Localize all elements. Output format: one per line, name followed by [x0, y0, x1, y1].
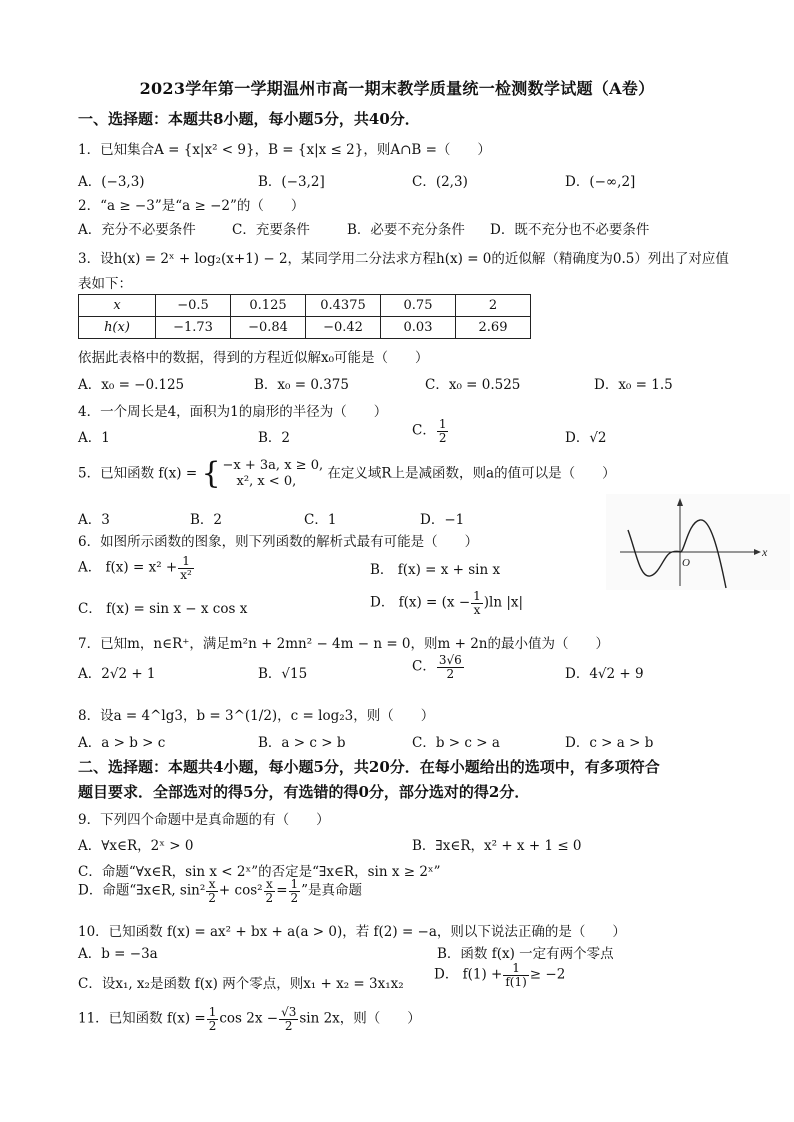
- table-cell: −0.5: [156, 295, 231, 317]
- q10-option-d-suffix: ≥ −2: [529, 966, 566, 983]
- fraction-denominator: 2: [208, 890, 216, 905]
- section-2-heading-line-1: 二、选择题：本题共4小题，每小题5分，共20分．在每小题给出的选项中，有多项符合: [78, 758, 660, 776]
- fraction-numerator: √3: [281, 1005, 297, 1019]
- q9-option-d-prefix: D．命题“∃x∈R, sin²: [78, 882, 206, 899]
- fraction: [207, 1006, 219, 1032]
- question-11-stem: [78, 1006, 421, 1032]
- piecewise-case-1: −x + 3a, x ≥ 0,: [222, 458, 324, 473]
- q10-option-d: [434, 962, 565, 988]
- q3-option-c: C．x₀ = 0.525: [425, 377, 521, 393]
- q9-option-d: [78, 878, 362, 904]
- table-cell: 2.69: [456, 317, 531, 339]
- q7-option-a: A．2√2 + 1: [78, 666, 156, 682]
- q1-option-b: B．(−3,2]: [258, 174, 325, 190]
- q9-option-b: B．∃x∈R，x² + x + 1 ≤ 0: [412, 838, 582, 854]
- fraction-numerator: 1: [473, 589, 481, 603]
- fraction-denominator: x: [473, 602, 481, 617]
- q7-option-d: D．4√2 + 9: [565, 666, 644, 682]
- question-1-stem: 1．已知集合A = {x|x² < 9}，B = {x|x ≤ 2}，则A∩B =（ ）: [78, 142, 491, 158]
- question-9-stem: 9．下列四个命题中是真命题的有（ ）: [78, 812, 330, 828]
- fraction: [437, 654, 464, 680]
- fraction-numerator: 1: [290, 877, 299, 891]
- q5-option-a: A．3: [78, 512, 110, 528]
- q1-option-c: C．(2,3): [412, 174, 468, 190]
- q7-option-c: [412, 654, 465, 680]
- q4-option-c: [412, 418, 449, 444]
- option-label: C．: [412, 422, 436, 439]
- q10-option-a: A．b = −3a: [78, 946, 158, 962]
- q11-stem-prefix: 11．已知函数 f(x) =: [78, 1010, 206, 1027]
- brace-glyph: {: [201, 456, 221, 491]
- q2-option-b: B．必要不充分条件: [347, 222, 465, 238]
- fraction: [206, 878, 218, 904]
- q11-stem-suffix: sin 2x，则（ ）: [299, 1010, 421, 1027]
- table-cell: 0.03: [381, 317, 456, 339]
- q2-option-a: A．充分不必要条件: [78, 222, 196, 238]
- q11-stem-mid: cos 2x −: [219, 1010, 279, 1027]
- table-row: [79, 317, 531, 339]
- q4-option-a: A．1: [78, 430, 110, 446]
- fraction-numerator: x: [264, 878, 276, 892]
- page-title: 2023学年第一学期温州市高一期末教学质量统一检测数学试题（A卷）: [139, 79, 655, 98]
- q8-option-b: B．a > c > b: [258, 735, 346, 751]
- question-6-stem: 6．如图所示函数的图象，则下列函数的解析式最有可能是（ ）: [78, 534, 479, 550]
- table-cell: −1.73: [156, 317, 231, 339]
- question-5-stem: [78, 458, 616, 490]
- q7-option-b: B．√15: [258, 666, 308, 682]
- q5-stem-prefix: 5．已知函数 f(x) =: [78, 465, 198, 482]
- q9-option-d-suffix: ”是真命题: [301, 882, 363, 899]
- q6-option-a-prefix: A． f(x) = x² +: [78, 559, 178, 576]
- fraction-denominator: x²: [180, 567, 192, 582]
- q8-option-a: A．a > b > c: [78, 735, 166, 751]
- table-cell: 0.125: [231, 295, 306, 317]
- fraction: [264, 878, 276, 904]
- origin-label: O: [682, 557, 690, 569]
- table-cell: h(x): [79, 317, 156, 339]
- piecewise-case-2: x², x < 0,: [236, 474, 297, 489]
- fraction-denominator: 2: [284, 1018, 293, 1033]
- q10-option-b: B．函数 f(x) 一定有两个零点: [437, 946, 614, 962]
- q6-option-d-suffix: )ln |x|: [483, 594, 524, 611]
- fraction: [178, 555, 194, 581]
- fraction-numerator: 1: [208, 1005, 217, 1019]
- fraction-denominator: 2: [290, 890, 299, 905]
- q1-option-d: D．(−∞,2]: [565, 174, 636, 190]
- q3-option-a: A．x₀ = −0.125: [78, 377, 185, 393]
- function-curve: [628, 520, 726, 588]
- fraction: [503, 962, 528, 988]
- question-10-stem: 10．已知函数 f(x) = ax² + bx + a(a > 0)，若 f(2) = −a，则以下说法正确的是（ ）: [78, 924, 626, 940]
- function-graph-figure: [606, 494, 790, 590]
- q6-option-b: B． f(x) = x + sin x: [370, 562, 501, 578]
- q8-option-c: C．b > c > a: [412, 735, 500, 751]
- q10-option-c: C．设x₁, x₂是函数 f(x) 两个零点，则x₁ + x₂ = 3x₁x₂: [78, 976, 404, 992]
- question-7-stem: 7．已知m，n∈R⁺，满足m²n + 2mn² − 4m − n = 0，则m + 2n的最小值为（ ）: [78, 636, 610, 652]
- question-2-stem: 2．“a ≥ −3”是“a ≥ −2”的（ ）: [78, 198, 305, 214]
- fraction-denominator: 2: [265, 890, 274, 905]
- fraction: [471, 590, 483, 616]
- q5-stem-suffix: 在定义域R上是减函数，则a的值可以是（ ）: [327, 465, 616, 482]
- q9-option-a: A．∀x∈R，2ˣ > 0: [78, 838, 194, 854]
- q5-option-c: C．1: [304, 512, 337, 528]
- fraction-numerator: x: [206, 878, 218, 892]
- q6-option-d-prefix: D． f(x) = (x −: [370, 594, 471, 611]
- y-axis-arrow: [677, 498, 683, 506]
- x-axis-arrow: [754, 549, 761, 555]
- fraction: [279, 1006, 298, 1032]
- q2-option-d: D．既不充分也不必要条件: [490, 222, 650, 238]
- question-4-stem: 4．一个周长是4，面积为1的扇形的半径为（ ）: [78, 404, 388, 420]
- q4-option-b: B．2: [258, 430, 291, 446]
- table-cell: 2: [456, 295, 531, 317]
- q1-option-a: A．(−3,3): [78, 174, 145, 190]
- q6-option-a: [78, 555, 195, 581]
- q2-option-c: C．充要条件: [232, 222, 310, 238]
- q8-option-d: D．c > a > b: [565, 735, 654, 751]
- q9-option-d-mid: + cos²: [218, 882, 263, 899]
- values-table: [78, 294, 531, 339]
- table-row: [79, 295, 531, 317]
- option-label: C．: [412, 658, 436, 675]
- table-cell: −0.42: [306, 317, 381, 339]
- table-cell: 0.4375: [306, 295, 381, 317]
- q9-option-c: C．命题“∀x∈R，sin x < 2ˣ”的否定是“∃x∈R，sin x ≥ 2ˣ”: [78, 864, 441, 880]
- question-8-stem: 8．设a = 4^lg3，b = 3^(1/2)，c = log₂3，则（ ）: [78, 708, 435, 724]
- q3-option-b: B．x₀ = 0.375: [254, 377, 349, 393]
- question-3-stem-3: 依据此表格中的数据，得到的方程近似解x₀可能是（ ）: [78, 350, 429, 366]
- question-3-stem: 3．设h(x) = 2ˣ + log₂(x+1) − 2，某同学用二分法求方程h(x) = 0的近似解（精确度为0.5）列出了对应值: [78, 251, 729, 267]
- fraction-numerator: 3√6: [438, 653, 462, 667]
- q6-option-c: C． f(x) = sin x − x cos x: [78, 601, 248, 617]
- section-2-heading-line-2: 题目要求．全部选对的得5分，有选错的得0分，部分选对的得2分．: [78, 783, 530, 801]
- x-axis-label: x: [762, 545, 768, 559]
- q3-option-d: D．x₀ = 1.5: [594, 377, 673, 393]
- piecewise-cases: [223, 458, 324, 490]
- question-3-stem-2: 表如下：: [78, 276, 132, 292]
- q6-option-d: [370, 590, 523, 616]
- fraction: [437, 418, 449, 444]
- fraction-denominator: 2: [446, 666, 455, 681]
- fraction-denominator: 2: [438, 430, 447, 445]
- q5-option-b: B．2: [190, 512, 223, 528]
- table-cell: 0.75: [381, 295, 456, 317]
- table-cell: −0.84: [231, 317, 306, 339]
- fraction-numerator: 1: [178, 555, 194, 569]
- q9-option-d-eq: =: [276, 882, 288, 899]
- fraction-numerator: 1: [438, 417, 447, 431]
- fraction-denominator: f(1): [505, 974, 527, 989]
- section-1-heading: 一、选择题：本题共8小题，每小题5分，共40分．: [78, 110, 420, 128]
- q10-option-d-prefix: D． f(1) +: [434, 966, 503, 983]
- fraction: [289, 878, 301, 904]
- q5-option-d: D．−1: [420, 512, 465, 528]
- q4-option-d: D．√2: [565, 430, 607, 446]
- fraction-denominator: 2: [208, 1018, 217, 1033]
- table-cell: x: [79, 295, 156, 317]
- fraction-numerator: 1: [503, 962, 528, 976]
